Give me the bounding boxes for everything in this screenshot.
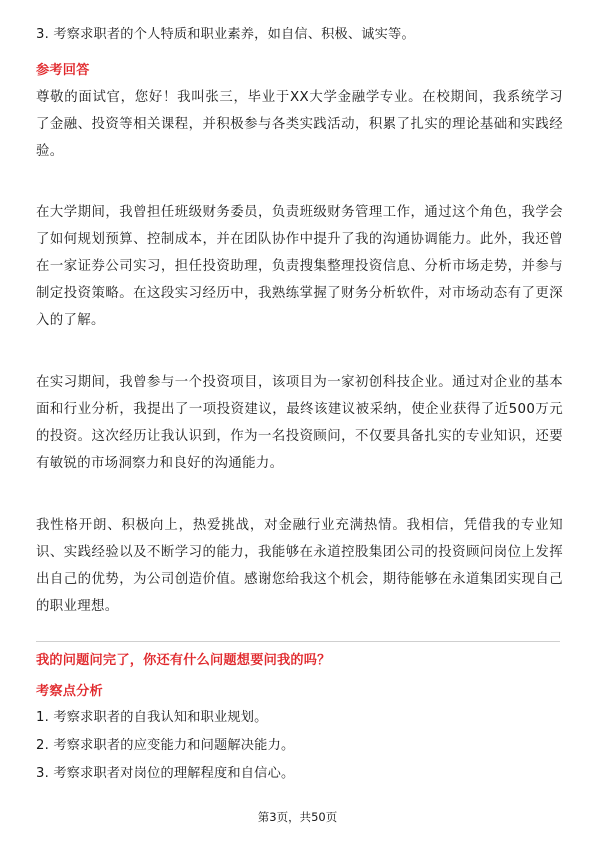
next-question-title: 我的问题问完了，你还有什么问题想要问我的吗？ [36,653,331,668]
page-number: 第3页，共50页 [257,810,338,824]
assessment-point-3: 3. 考察求职者的个人特质和职业素养，如自信、积极、诚实等。 [36,27,415,42]
answer-paragraph-2: 在大学期间，我曾担任班级财务委员，负责班级财务管理工作，通过这个角色，我学会了如何规划预算、控制成本，并在团队协作中提升了我的沟通协调能力。此外，我还曾在一家证券公司实习，担任投资助理，负责搜集整理投资信息、分析市场走势，并参与制定投资策略。在这段实习经历中，我熟练掌握了财务分析软件，对市场动态有了更深入的了解。 [36,205,563,328]
section-divider [36,641,560,642]
analysis-point-3: 3. 考察求职者对岗位的理解程度和自信心。 [36,766,295,781]
analysis-point-1: 1. 考察求职者的自我认知和职业规划。 [36,710,268,725]
answer-paragraph-1: 尊敬的面试官，您好！我叫张三，毕业于XX大学金融学专业。在校期间，我系统学习了金融、投资等相关课程，并积极参与各类实践活动，积累了扎实的理论基础和实践经验。 [36,90,563,159]
reference-answer-heading: 参考回答 [36,63,90,78]
answer-paragraph-4: 我性格开朗、积极向上，热爱挑战，对金融行业充满热情。我相信，凭借我的专业知识、实践经验以及不断学习的能力，我能够在永道控股集团公司的投资顾问岗位上发挥出自己的优势，为公司创造价值。感谢您给我这个机会，期待能够在永道集团实现自己的职业理想。 [36,518,563,614]
analysis-heading: 考察点分析 [36,684,103,699]
answer-paragraph-3: 在实习期间，我曾参与一个投资项目，该项目为一家初创科技企业。通过对企业的基本面和行业分析，我提出了一项投资建议，最终该建议被采纳，使企业获得了近500万元的投资。这次经历让我认识到，作为一名投资顾问，不仅要具备扎实的专业知识，还要有敏锐的市场洞察力和良好的沟通能力。 [36,375,563,471]
analysis-point-2: 2. 考察求职者的应变能力和问题解决能力。 [36,738,295,753]
